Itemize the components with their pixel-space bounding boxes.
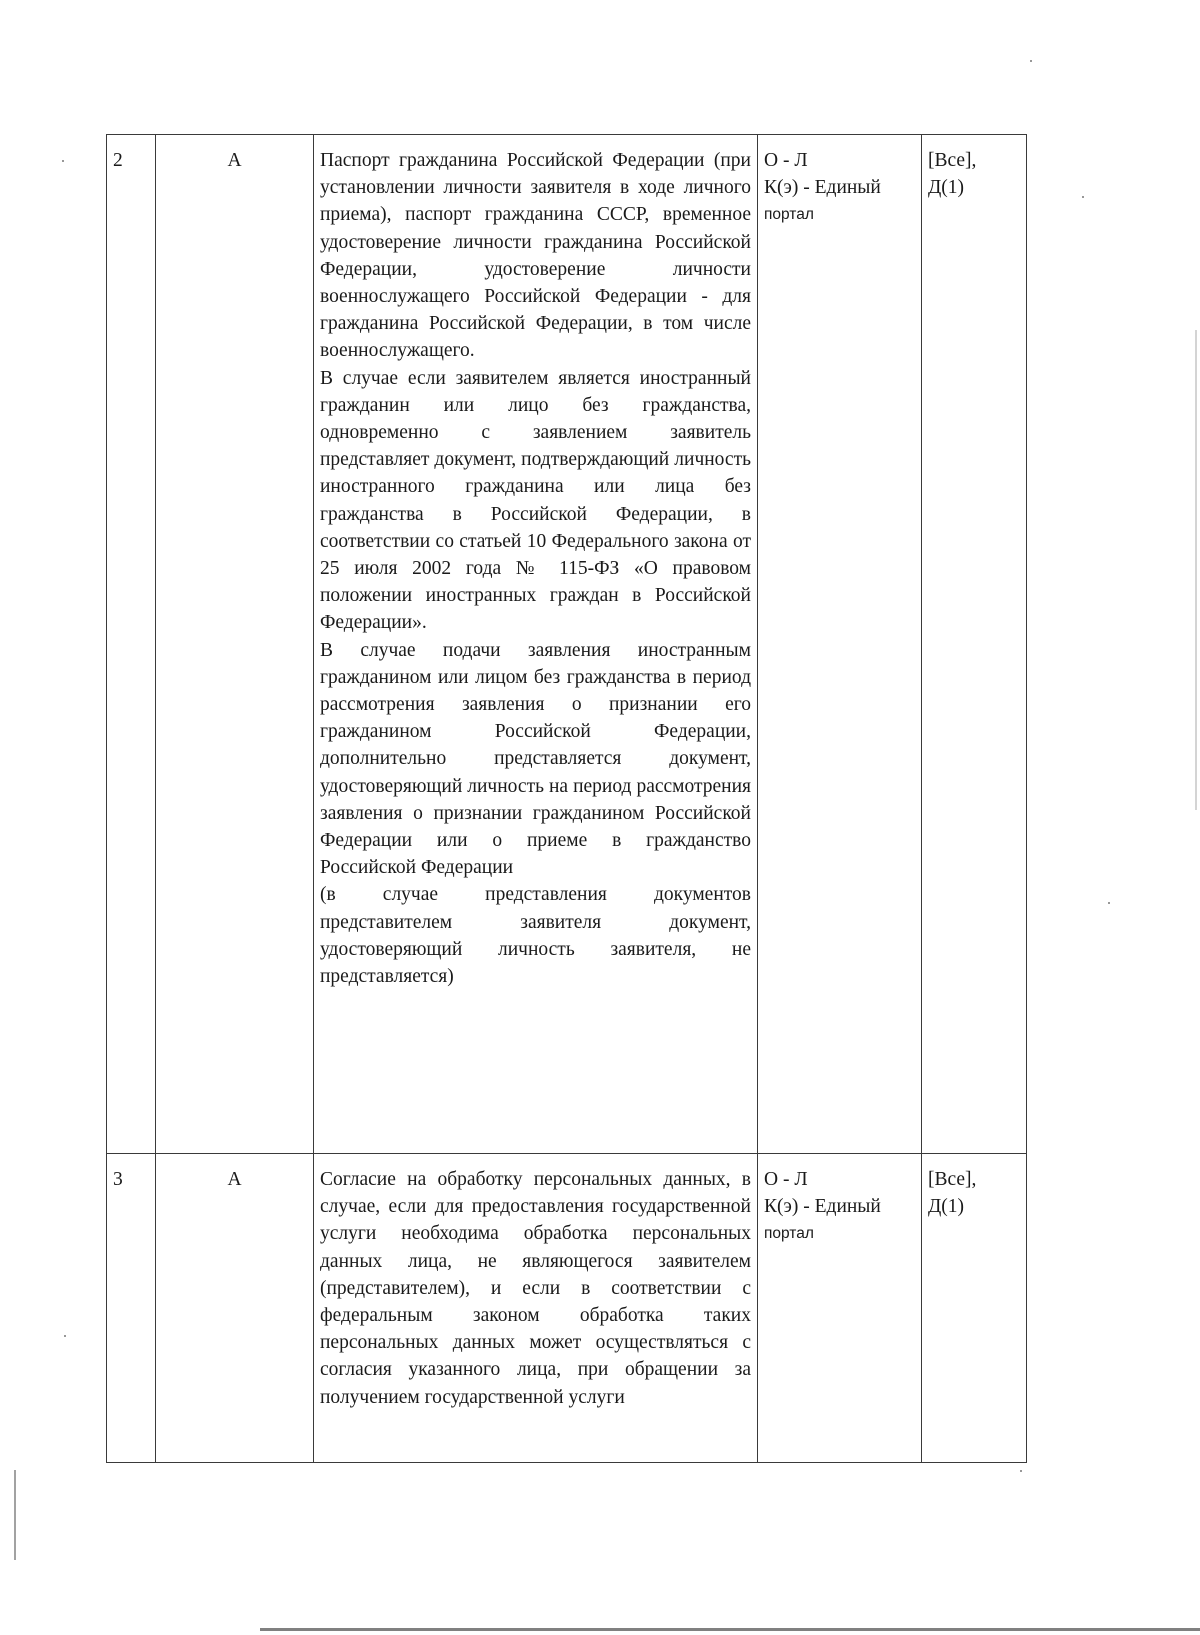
scan-artifact-line: [260, 1628, 1200, 1631]
category-cell: А: [156, 135, 314, 1154]
scope-cell: [922, 135, 1027, 1154]
scope-cell: [922, 1154, 1027, 1463]
row-number-cell: 3: [107, 1154, 156, 1463]
description-cell: [314, 1154, 758, 1463]
form-cell: [758, 1154, 922, 1463]
form-cell: [758, 135, 922, 1154]
scope-line: Д(1): [928, 1196, 965, 1218]
scope-line: Д(1): [928, 177, 965, 199]
category-cell: А: [156, 1154, 314, 1463]
row-number-cell: 2: [107, 135, 156, 1154]
scope-line: [Все],: [928, 1169, 977, 1190]
description-cell: [314, 135, 758, 1154]
scope-line: [Все],: [928, 150, 977, 171]
description-paragraph: (в случае представления документов представителем заявителя документ, удостоверяющий личность заявителя, не представляется): [320, 884, 751, 988]
requirements-table: [106, 134, 1027, 1463]
form-line: портал: [764, 1225, 814, 1243]
scan-speck: [1082, 196, 1084, 198]
description-paragraph: Паспорт гражданина Российской Федерации (при установлении личности заявителя в ходе личного приема), паспорт гражданина СССР, временное удостоверение личности гражданина Российской Федерации, удостоверение личности военнослужащего Российской Федерации - для гражданина Российской Федерации, в том числе военнослужащего.: [320, 150, 751, 362]
description-paragraph: В случае если заявителем является иностранный гражданин или лицо без гражданства, одновременно с заявлением заявитель представляет документ, подтверждающий личность иностранного гражданина или лица без гражданства в Российской Федерации, в соответствии со статьей 10 Федерального закона от 25 июля 2002 года № 115-ФЗ «О правовом положении иностранных граждан в Российской Федерации».: [320, 367, 751, 634]
form-line: К(э) - Единый: [764, 1196, 881, 1218]
scan-artifact-line: [1195, 330, 1197, 810]
description-paragraph: Согласие на обработку персональных данных, в случае, если для предоставления государственной услуги необходима обработка персональных данных лица, не являющегося заявителем (представителем), и если в соответствии с федеральным законом обработка таких персональных данных может осуществляться с согласия указанного лица, при обращении за получением государственной услуги: [320, 1169, 751, 1408]
form-line: О - Л: [764, 150, 808, 171]
form-line: К(э) - Единый: [764, 177, 881, 199]
form-line: О - Л: [764, 1169, 808, 1190]
form-line: портал: [764, 206, 814, 224]
scan-artifact-line: [14, 1470, 16, 1560]
scan-speck: [64, 1335, 66, 1337]
scan-speck: [1020, 1470, 1022, 1472]
scan-speck: [1030, 60, 1032, 62]
description-paragraph: В случае подачи заявления иностранным гражданином или лицом без гражданства в период рассмотрения заявления о признании его гражданином Российской Федерации, дополнительно представляется документ, удостоверяющий личность на период рассмотрения заявления о признании гражданином Российской Федерации или о приеме в гражданство Российской Федерации: [320, 639, 751, 879]
scan-speck: [62, 160, 64, 162]
table-row: [107, 135, 1027, 1154]
scan-speck: [1108, 902, 1110, 904]
table-row: [107, 1154, 1027, 1463]
